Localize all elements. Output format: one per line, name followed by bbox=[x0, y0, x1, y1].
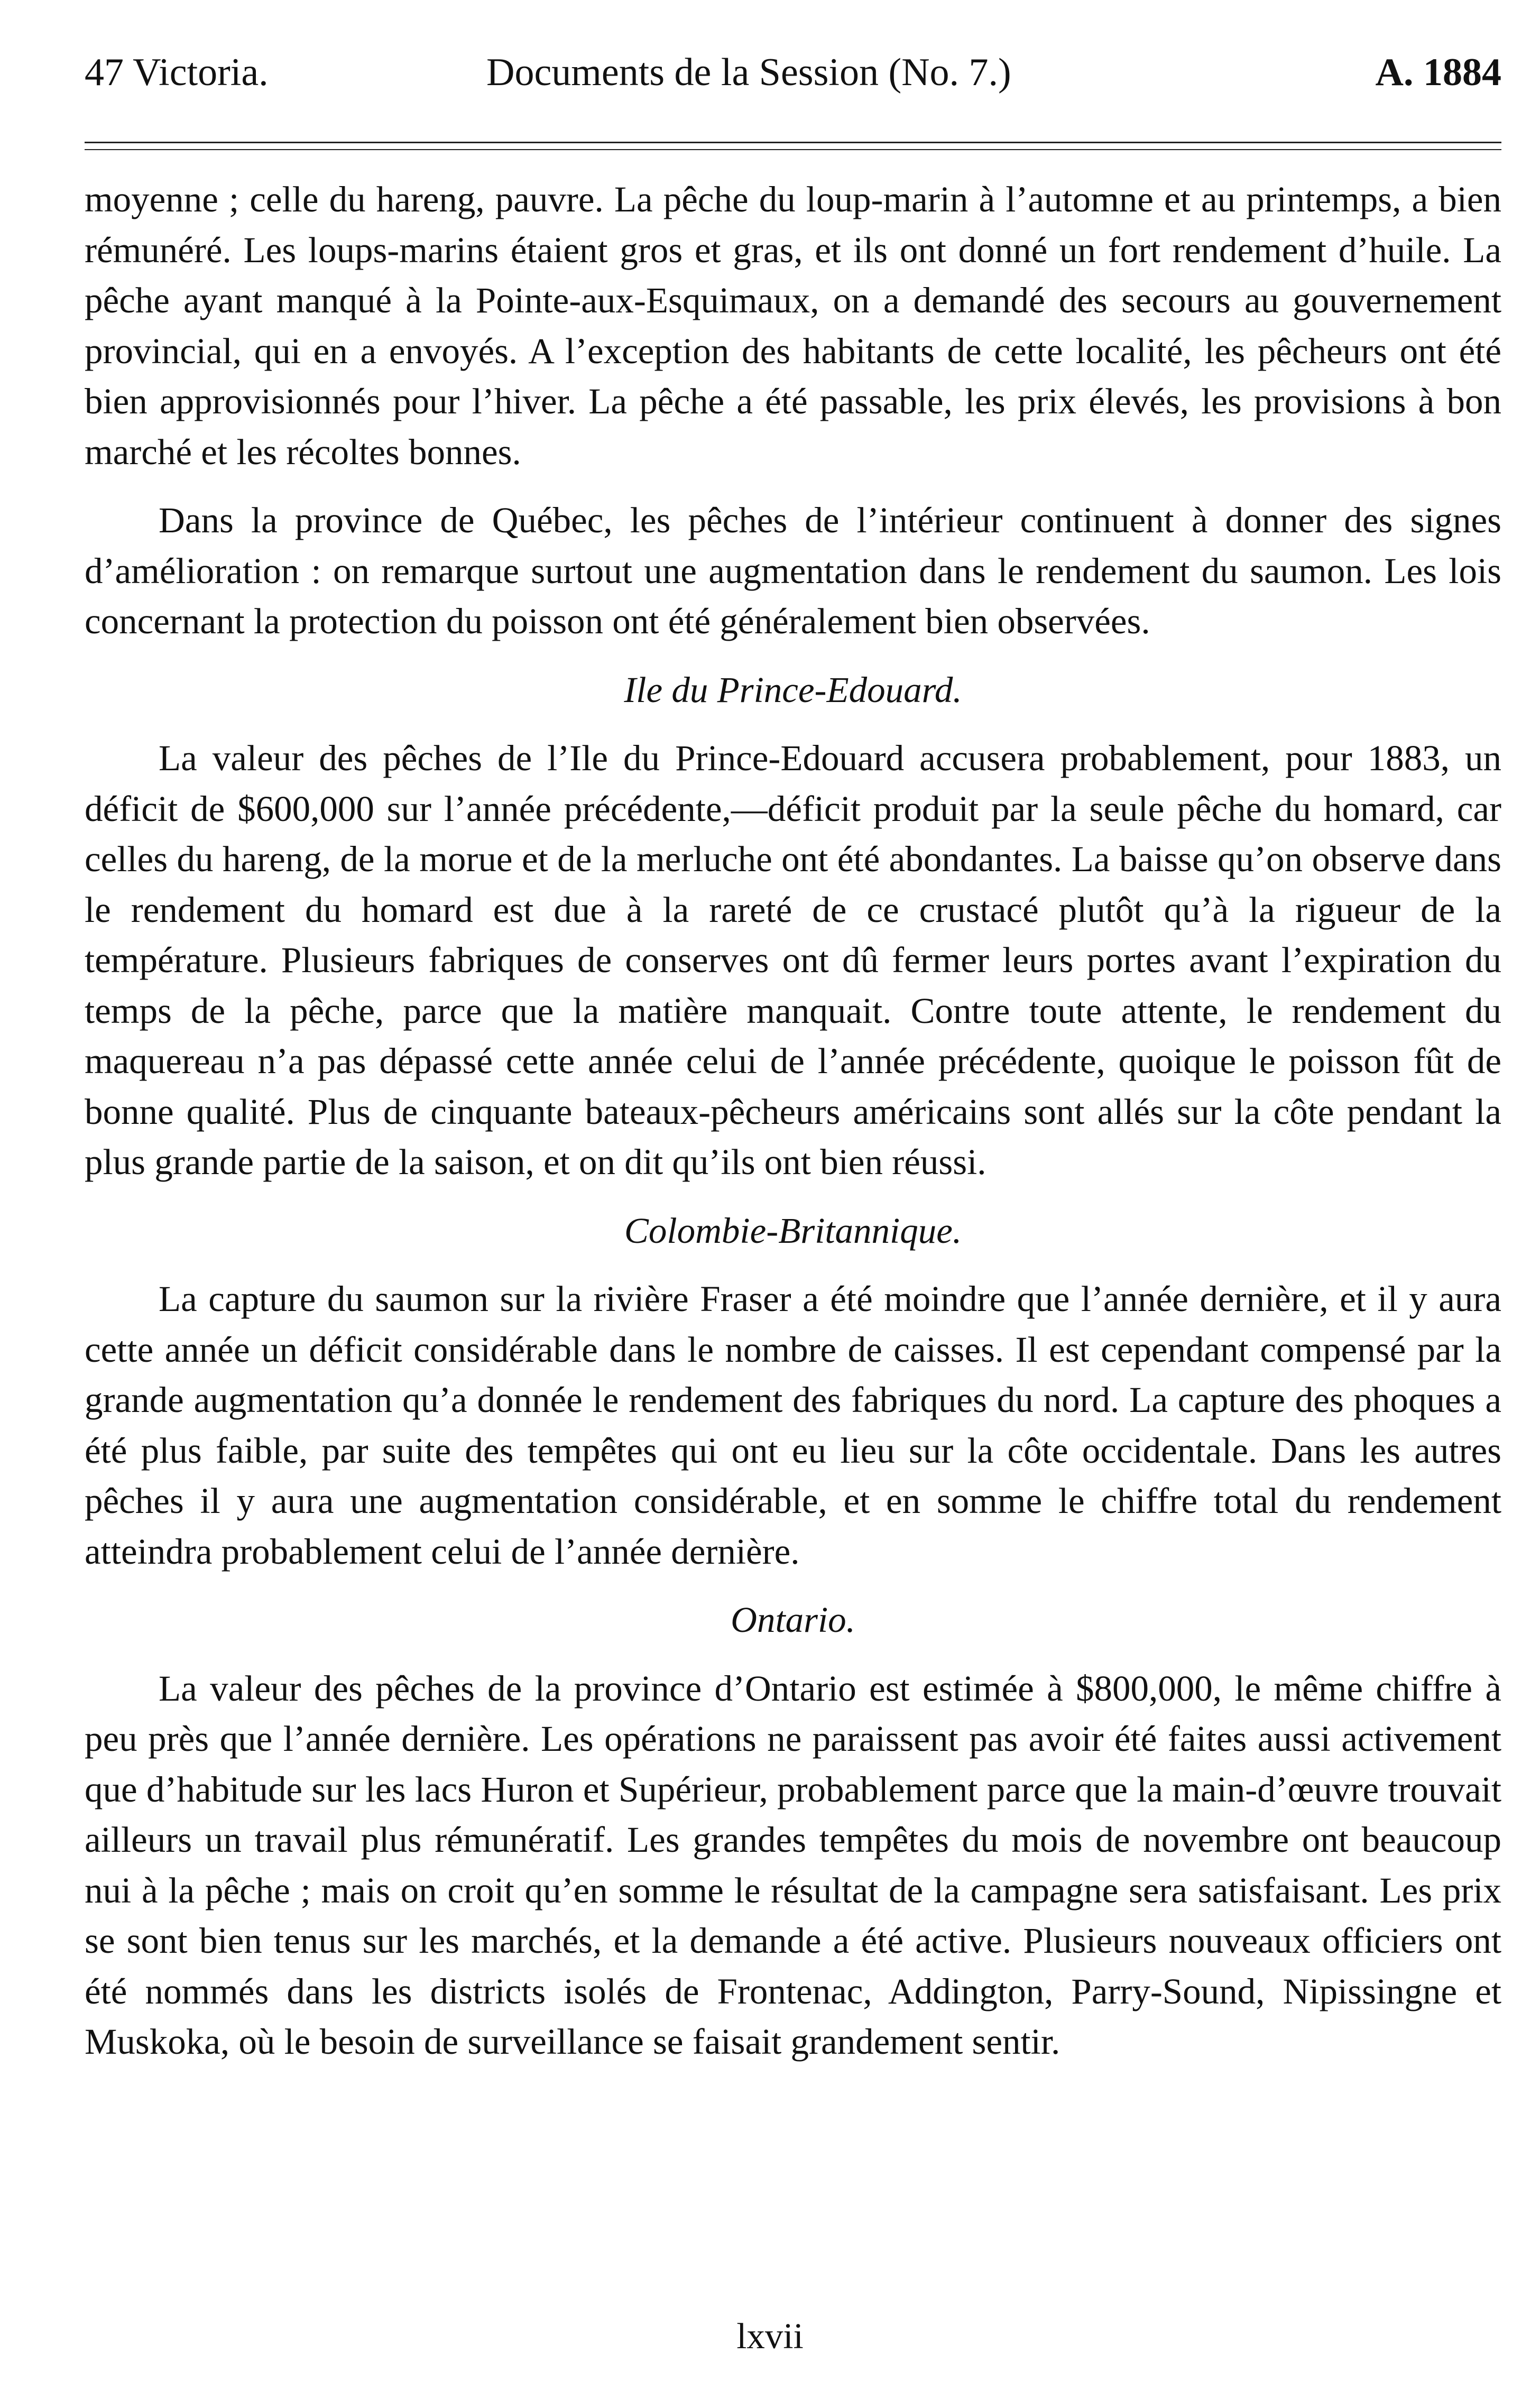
header-rule-bottom bbox=[85, 149, 1501, 150]
section-heading-ontario: Ontario. bbox=[731, 1600, 855, 1640]
header-rule-top bbox=[85, 142, 1501, 143]
paragraph-quebec: Dans la province de Québec, les pêches de l’intérieur continuent à donner des signes d’amélioration : on remarque surtout une augmentation dans le rendement du saumon. Les lois concernant la protection du poisson ont été généralement bien observées. bbox=[85, 500, 1501, 641]
body-text bbox=[85, 174, 1501, 2067]
page-number: lxvii bbox=[736, 2316, 804, 2356]
paragraph-continuation: moyenne ; celle du hareng, pauvre. La pêche du loup-marin à l’automne et au printemps, a bien rémunéré. Les loups-marins étaient gros et gras, et ils ont donné un fort rendement d’huile. La pêche ayant manqué à la Pointe-aux-Esquimaux, on a demandé des secours au gouvernement provincial, qui en a envoyés. A l’exception des habitants de cette localité, les pêcheurs ont été bien approvisionnés pour l’hiver. La pêche a été passable, les prix élevés, les provisions à bon marché et les récoltes bonnes. bbox=[85, 179, 1501, 472]
paragraph-ontario: La valeur des pêches de la province d’Ontario est estimée à $800,000, le même chiffre à peu près que l’année dernière. Les opérations ne paraissent pas avoir été faites aussi activement que d’habitude sur les lacs Huron et Supérieur, probablement parce que la main-d’œuvre trouvait ailleurs un travail plus rémunératif. Les grandes tempêtes du mois de novembre ont beaucoup nui à la pêche ; mais on croit qu’en somme le résultat de la campagne sera satisfaisant. Les prix se sont bien tenus sur les marchés, et la demande a été active. Plusieurs nouveaux officiers ont été nommés dans les districts isolés de Frontenac, Addington, Parry-Sound, Nipissingne et Muskoka, où le besoin de surveillance se faisait grandement sentir. bbox=[85, 1668, 1501, 2062]
paragraph-prince-edouard: La valeur des pêches de l’Ile du Prince-Edouard accusera probablement, pour 1883, un déficit de $600,000 sur l’année précédente,—déficit produit par la seule pêche du homard, car celles du hareng, de la morue et de la merluche ont été abondantes. La baisse qu’on observe dans le rendement du homard est due à la rareté de ce crustacé plutôt qu’à la rigueur de la température. Plusieurs fabriques de conserves ont dû fermer leurs portes avant l’expiration du temps de la pêche, parce que la matière manquait. Contre toute attente, le rendement du maquereau n’a pas dépassé cette année celui de l’année précédente, quoique le poisson fût de bonne qualité. Plus de cinquante bateaux-pêcheurs américains sont allés sur la côte pendant la plus grande partie de la saison, et on dit qu’ils ont bien réussi. bbox=[85, 738, 1501, 1182]
paragraph-colombie-britannique: La capture du saumon sur la rivière Fraser a été moindre que l’année dernière, et il y aura cette année un déficit considérable dans le nombre de caisses. Il est cependant compensé par la grande augmentation qu’a donnée le rendement des fabriques du nord. La capture des phoques a été plus faible, par suite des tempêtes qui ont eu lieu sur la côte occidentale. Dans les autres pêches il y aura une augmentation considérable, et en somme le chiffre total du rendement atteindra probablement celui de l’année dernière. bbox=[85, 1279, 1501, 1572]
section-heading-colombie-britannique: Colombie-Britannique. bbox=[624, 1210, 962, 1251]
running-header bbox=[85, 50, 1501, 108]
header-title: Documents de la Session (No. 7.) bbox=[486, 51, 1011, 94]
header-volume: 47 Victoria. bbox=[85, 51, 269, 94]
section-heading-prince-edouard: Ile du Prince-Edouard. bbox=[624, 669, 962, 710]
header-year: A. 1884 bbox=[1375, 51, 1501, 94]
